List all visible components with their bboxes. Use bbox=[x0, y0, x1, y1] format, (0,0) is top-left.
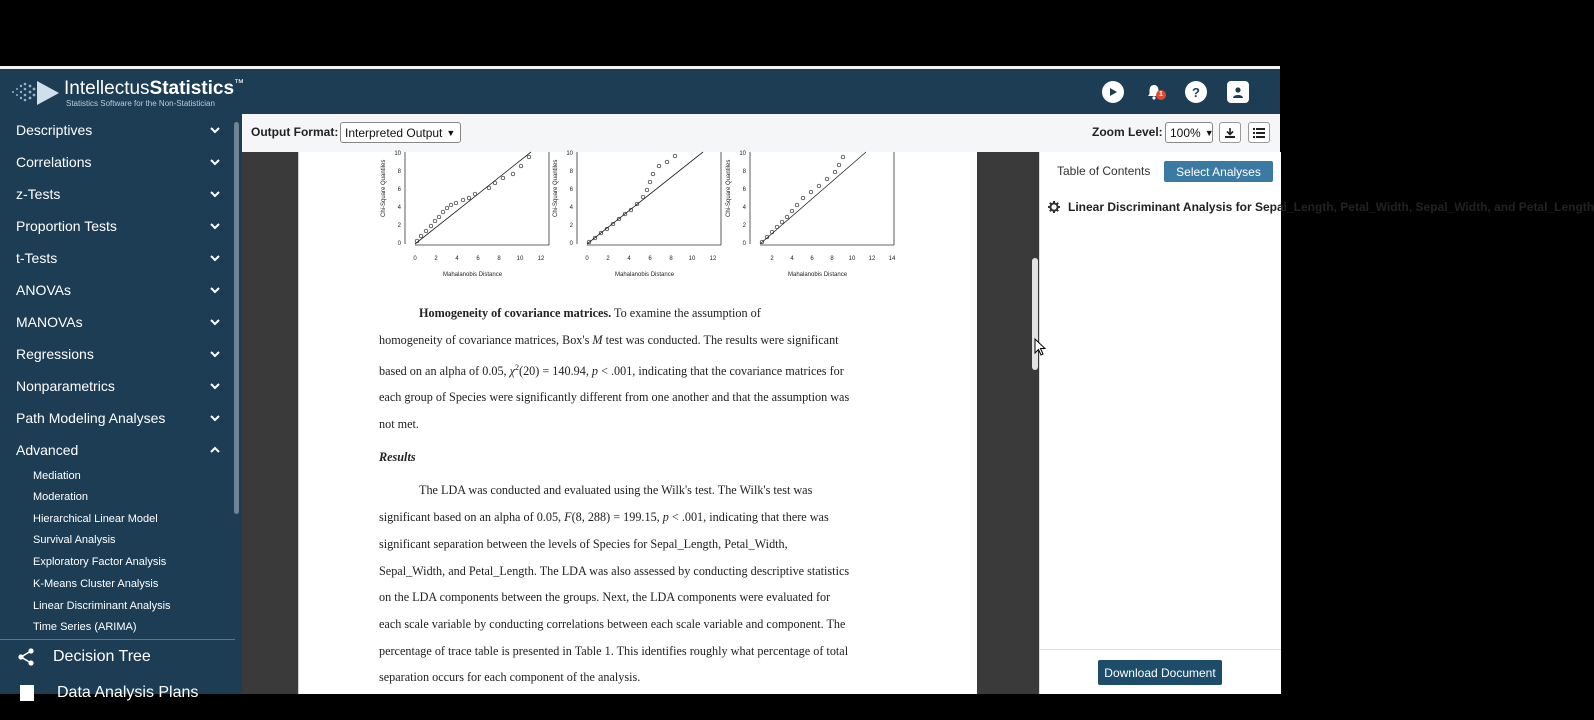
sidebar-category-label: Correlations bbox=[16, 154, 92, 170]
plot-x-tick: 12 bbox=[868, 256, 876, 262]
chevron-down-icon bbox=[210, 413, 220, 423]
sidebar-category-correlations[interactable] bbox=[16, 151, 220, 173]
sidebar-category-descriptives[interactable] bbox=[16, 119, 220, 141]
sidebar-category-label: Regressions bbox=[16, 346, 94, 362]
sidebar-category-label: MANOVAs bbox=[16, 314, 83, 330]
plot-x-tick: 8 bbox=[830, 256, 834, 262]
plot-y-axis-label: Chi-Square Quantiles bbox=[726, 159, 732, 217]
plot-y-tick: 8 bbox=[742, 169, 746, 175]
list-view-button[interactable] bbox=[1248, 122, 1270, 143]
sidebar-item-exploratory-factor-analysis[interactable]: Exploratory Factor Analysis bbox=[33, 556, 167, 568]
plot-x-tick: 2 bbox=[606, 256, 610, 262]
document-icon bbox=[20, 685, 34, 701]
app-header bbox=[0, 66, 1280, 114]
plot-x-tick: 4 bbox=[627, 256, 631, 262]
text-run-italic: p bbox=[591, 364, 599, 379]
text-run: < .001, indicating that the covariance matrices for bbox=[598, 364, 844, 379]
sidebar-category-manovas[interactable] bbox=[16, 311, 220, 333]
sidebar-item-survival-analysis[interactable]: Survival Analysis bbox=[33, 534, 116, 546]
text-run: significant based on an alpha of 0.05, bbox=[379, 510, 565, 524]
document-viewer[interactable] bbox=[242, 152, 1039, 694]
paragraph-homogeneity-line-5: not met. bbox=[379, 417, 419, 431]
sidebar-item-decision-tree[interactable] bbox=[16, 646, 226, 668]
plot-y-tick: 4 bbox=[569, 205, 573, 211]
output-format-value: Interpreted Output bbox=[345, 125, 443, 140]
tab-table-of-contents[interactable]: Table of Contents bbox=[1057, 164, 1151, 178]
download-document-button[interactable]: Download Document bbox=[1098, 660, 1222, 685]
paragraph-results-line-1: The LDA was conducted and evaluated using the Wilk's test. The Wilk's test was bbox=[419, 483, 813, 497]
sidebar-item-k-means-cluster-analysis[interactable]: K-Means Cluster Analysis bbox=[33, 578, 159, 590]
panel-divider bbox=[1040, 649, 1281, 650]
sidebar-category-proportion-tests[interactable] bbox=[16, 215, 220, 237]
sidebar-category-label: ANOVAs bbox=[16, 282, 71, 298]
paragraph-homogeneity-line-4: each group of Species were significantly different from one another and that the assumption was bbox=[379, 390, 850, 404]
text-run-italic: p bbox=[662, 510, 669, 524]
plot-y-tick: 0 bbox=[569, 241, 573, 247]
paragraph-homogeneity-line-3 bbox=[379, 363, 899, 379]
plot-y-axis-label: Chi-Square Quantiles bbox=[553, 159, 559, 217]
plot-x-tick: 2 bbox=[434, 256, 438, 262]
text-run: < .001, indicating that there was bbox=[668, 510, 829, 524]
plot-x-axis-label: Mahalanobis Distance bbox=[443, 272, 503, 278]
plot-y-tick: 8 bbox=[569, 169, 573, 175]
sidebar-item-hierarchical-linear-model[interactable]: Hierarchical Linear Model bbox=[33, 513, 158, 525]
text-run-italic: χ bbox=[509, 364, 516, 379]
plot-x-tick: 10 bbox=[516, 256, 524, 262]
plot-y-tick: 2 bbox=[397, 223, 401, 229]
output-format-select[interactable] bbox=[340, 122, 461, 143]
zoom-level-value: 100% bbox=[1170, 125, 1201, 140]
text-run-italic: M bbox=[592, 333, 603, 347]
sidebar-item-linear-discriminant-analysis[interactable]: Linear Discriminant Analysis bbox=[33, 600, 171, 612]
sidebar-divider bbox=[0, 639, 235, 640]
brand-name-bold: Statistics bbox=[149, 78, 235, 99]
chevron-down-icon: ▼ bbox=[446, 127, 456, 138]
plot-y-tick: 10 bbox=[394, 151, 401, 157]
brand-tagline: Statistics Software for the Non-Statistician bbox=[66, 99, 215, 108]
plot-y-tick: 4 bbox=[742, 205, 746, 211]
paragraph-results-line-6: each scale variable by conducting correlations between each scale variable and component. The bbox=[379, 617, 846, 631]
sidebar-category-label: Path Modeling Analyses bbox=[16, 410, 166, 426]
sidebar-category-label: Advanced bbox=[16, 442, 79, 458]
text-run-superscript: 2 bbox=[515, 363, 520, 372]
user-icon[interactable] bbox=[1227, 81, 1249, 103]
zoom-level-select[interactable] bbox=[1165, 122, 1213, 143]
gear-icon bbox=[1048, 201, 1060, 213]
toc-item-label: Linear Discriminant Analysis for Sepal_Length, Petal_Width, Sepal_Width, and Petal_Length bbox=[1068, 200, 1594, 214]
sidebar-category-label: Descriptives bbox=[16, 122, 93, 138]
plot-x-tick: 4 bbox=[790, 256, 794, 262]
plot-y-axis-label: Chi-Square Quantiles bbox=[381, 159, 387, 217]
sidebar-category-advanced[interactable] bbox=[16, 439, 220, 461]
sidebar-item-time-series-arima[interactable]: Time Series (ARIMA) bbox=[33, 621, 137, 633]
data-analysis-plans-label: Data Analysis Plans bbox=[57, 684, 199, 701]
text-run: test was conducted. The results were significant bbox=[602, 333, 839, 347]
sidebar-category-regressions[interactable] bbox=[16, 343, 220, 365]
paragraph-homogeneity-line-1 bbox=[379, 306, 939, 321]
sidebar-category-label: z-Tests bbox=[16, 186, 61, 202]
plot-x-tick: 10 bbox=[688, 256, 696, 262]
sidebar-category-t-tests[interactable] bbox=[16, 247, 220, 269]
download-button[interactable] bbox=[1219, 122, 1241, 143]
chevron-down-icon: ▼ bbox=[1204, 127, 1214, 138]
plot-x-tick: 0 bbox=[413, 256, 417, 262]
share-icon bbox=[16, 648, 38, 666]
plot-y-tick: 2 bbox=[569, 223, 573, 229]
heading-results: Results bbox=[379, 450, 416, 464]
sidebar-category-nonparametrics[interactable] bbox=[16, 375, 220, 397]
sidebar-category-z-tests[interactable] bbox=[16, 183, 220, 205]
plot-x-tick: 12 bbox=[537, 256, 545, 262]
play-icon[interactable] bbox=[1102, 81, 1124, 103]
list-icon bbox=[1253, 127, 1265, 139]
plot-x-tick: 14 bbox=[888, 256, 896, 262]
text-run: homogeneity of covariance matrices, Box's bbox=[379, 333, 593, 347]
plot-x-tick: 10 bbox=[848, 256, 856, 262]
text-run-italic: F bbox=[564, 510, 572, 524]
table-of-contents-panel bbox=[1039, 152, 1594, 694]
document-page bbox=[298, 152, 977, 694]
chevron-down-icon bbox=[210, 253, 220, 263]
sidebar-scrollbar[interactable] bbox=[234, 122, 239, 514]
text-run: based on an alpha of 0.05, bbox=[379, 364, 510, 379]
decision-tree-label: Decision Tree bbox=[53, 648, 151, 665]
brand-name-light: Intellectus bbox=[64, 78, 150, 99]
plot-y-tick: 10 bbox=[739, 151, 746, 157]
plot-x-tick: 4 bbox=[455, 256, 459, 262]
select-analyses-button[interactable]: Select Analyses bbox=[1164, 161, 1273, 182]
logo-play-shape bbox=[37, 81, 59, 105]
plot-y-tick: 0 bbox=[742, 241, 746, 247]
qq-plot-1 bbox=[381, 151, 549, 278]
help-icon[interactable]: ? bbox=[1185, 81, 1207, 103]
brand-name bbox=[64, 78, 244, 100]
plot-y-tick: 6 bbox=[397, 187, 401, 193]
app-logo[interactable] bbox=[10, 78, 260, 108]
mouse-cursor-icon bbox=[1034, 338, 1046, 356]
zoom-level-label: Zoom Level: bbox=[1092, 125, 1163, 139]
text-run: (8, 288) = 199.15, bbox=[571, 510, 663, 524]
paragraph-results-line-7: percentage of trace table is presented in Table 1. This identifies roughly what percentage of total bbox=[379, 644, 849, 658]
sidebar-category-anovas[interactable] bbox=[16, 279, 220, 301]
plot-x-tick: 6 bbox=[476, 256, 480, 262]
qq-plots-figure bbox=[371, 152, 911, 284]
chevron-up-icon bbox=[210, 445, 220, 455]
sidebar-category-path-modeling[interactable] bbox=[16, 407, 220, 429]
sidebar-category-label: Nonparametrics bbox=[16, 378, 115, 394]
chevron-down-icon bbox=[210, 157, 220, 167]
sidebar-item-moderation[interactable]: Moderation bbox=[33, 491, 89, 503]
plot-y-tick: 6 bbox=[569, 187, 573, 193]
plot-y-tick: 8 bbox=[397, 169, 401, 175]
plot-x-tick: 6 bbox=[810, 256, 814, 262]
plot-y-tick: 2 bbox=[742, 223, 746, 229]
chevron-down-icon bbox=[210, 285, 220, 295]
output-format-label: Output Format: bbox=[251, 125, 339, 139]
plot-y-tick: 4 bbox=[397, 205, 401, 211]
chevron-down-icon bbox=[210, 125, 220, 135]
paragraph-results-line-3: significant separation between the levels of Species for Sepal_Length, Petal_Width, bbox=[379, 537, 788, 551]
paragraph-results-line-8: separation occurs for each component of the analysis. bbox=[379, 670, 641, 684]
toc-item-linear-discriminant-analysis[interactable] bbox=[1048, 199, 1594, 215]
download-icon bbox=[1224, 127, 1236, 139]
sidebar-category-label: Proportion Tests bbox=[16, 218, 117, 234]
chevron-down-icon bbox=[210, 381, 220, 391]
plot-x-tick: 12 bbox=[709, 256, 717, 262]
plot-x-axis-label: Mahalanobis Distance bbox=[615, 272, 675, 278]
output-toolbar bbox=[242, 114, 1280, 152]
paragraph-results-line-5: on the LDA components between the groups. Next, the LDA components were evaluated for bbox=[379, 590, 831, 604]
plot-x-tick: 2 bbox=[770, 256, 774, 262]
plot-y-tick: 6 bbox=[742, 187, 746, 193]
paragraph-results-line-2 bbox=[379, 510, 899, 525]
sidebar bbox=[0, 114, 242, 701]
plot-x-tick: 0 bbox=[585, 256, 589, 262]
text-run: To examine the assumption of bbox=[611, 306, 761, 320]
brand-trademark: ™ bbox=[234, 78, 245, 89]
plot-y-tick: 10 bbox=[566, 151, 573, 157]
qq-plot-3 bbox=[726, 151, 896, 278]
sidebar-category-label: t-Tests bbox=[16, 250, 58, 266]
logo-dots-icon bbox=[10, 82, 36, 102]
text-run: (20) = 140.94, bbox=[519, 364, 592, 379]
plot-y-tick: 0 bbox=[397, 241, 401, 247]
sidebar-item-data-analysis-plans[interactable] bbox=[16, 682, 226, 704]
plot-x-axis-label: Mahalanobis Distance bbox=[788, 272, 848, 278]
chevron-down-icon bbox=[210, 317, 220, 327]
screen-top-letterbox bbox=[0, 0, 1280, 66]
sidebar-item-mediation[interactable]: Mediation bbox=[33, 470, 81, 482]
heading-homogeneity: Homogeneity of covariance matrices. bbox=[419, 306, 612, 320]
paragraph-homogeneity-line-2 bbox=[379, 333, 899, 348]
plot-x-tick: 6 bbox=[648, 256, 652, 262]
paragraph-results-line-4: Sepal_Width, and Petal_Length. The LDA was also assessed by conducting descriptive statistics bbox=[379, 564, 850, 578]
chevron-down-icon bbox=[210, 189, 220, 199]
notification-badge: 1 bbox=[1156, 90, 1166, 100]
chevron-down-icon bbox=[210, 349, 220, 359]
chevron-down-icon bbox=[210, 221, 220, 231]
bell-icon[interactable] bbox=[1143, 81, 1165, 103]
plot-x-tick: 8 bbox=[669, 256, 673, 262]
plot-x-tick: 8 bbox=[497, 256, 501, 262]
qq-plot-2 bbox=[553, 151, 721, 278]
